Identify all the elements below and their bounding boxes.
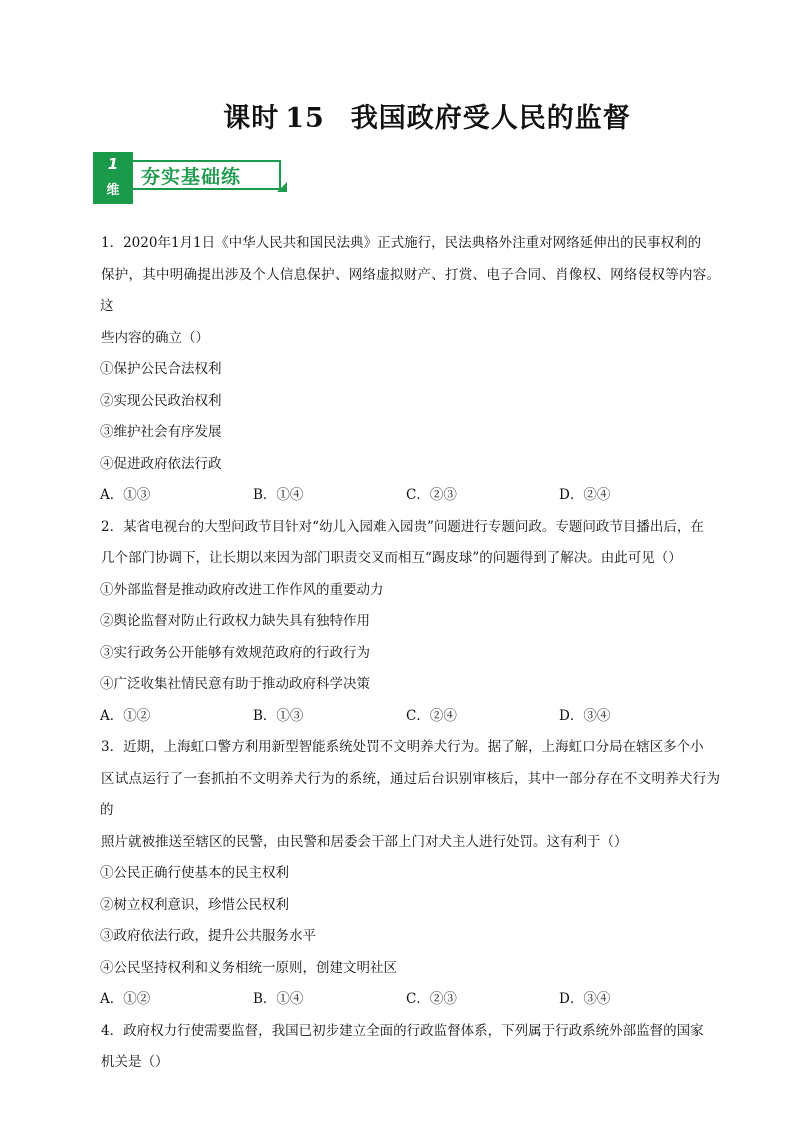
section-label: 夯实基础练	[141, 166, 242, 188]
question-1	[100, 228, 720, 512]
choice-c[interactable]: C．②④	[406, 707, 457, 724]
choice-b[interactable]: B．①③	[253, 707, 304, 724]
statement-item: ④广泛收集社情民意有助于推动政府科学决策	[100, 676, 370, 692]
question-stem-line: 4．政府权力行使需要监督，我国已初步建立全面的行政监督体系，下列属于行政系统外部监督的国家	[101, 1022, 704, 1039]
question-stem-line: 2．某省电视台的大型问政节目针对“幼儿入园难入园贵”问题进行专题问政。专题问政节目播出后，在	[101, 518, 704, 535]
statement-item: ④公民坚持权利和义务相统一原则，创建文明社区	[100, 959, 397, 976]
statement-item: ①公民正确行使基本的民主权利	[100, 865, 289, 881]
answer-choices	[100, 701, 720, 733]
choice-d[interactable]: D．②④	[559, 487, 611, 503]
question-4	[100, 1016, 720, 1079]
question-stem-line: 区试点运行了一套抓拍不文明养犬行为的系统，通过后台识别审核后，其中一部分存在不文明养犬行为的	[100, 770, 720, 818]
choice-a[interactable]: A．①③	[100, 487, 151, 503]
question-stem-line: 几个部门协调下，让长期以来因为部门职责交叉而相互“踢皮球”的问题得到了解决。由此可见（）	[101, 550, 682, 566]
section-level-tag	[93, 152, 133, 204]
statement-item: ④促进政府依法行政	[100, 455, 222, 472]
question-stem-line: 1．2020年1月1日《中华人民共和国民法典》正式施行，民法典格外注重对网络延伸出的民事权利的	[101, 235, 702, 251]
question-3	[100, 732, 720, 1016]
choice-b[interactable]: B．①④	[253, 487, 304, 503]
section-label-box	[133, 160, 281, 190]
answer-choices	[100, 480, 720, 512]
statement-item: ①外部监督是推动政府改进工作作风的重要动力	[100, 581, 384, 598]
answer-choices	[100, 984, 720, 1016]
question-stem-line: 些内容的确立（）	[101, 329, 209, 346]
question-stem-line: 3．近期，上海虹口警方利用新型智能系统处罚不文明养犬行为。据了解，上海虹口分局在辖区多个小	[101, 739, 704, 755]
choice-a[interactable]: A．①②	[100, 991, 151, 1007]
question-stem-line: 保护，其中明确提出涉及个人信息保护、网络虚拟财产、打赏、电子合同、肖像权、网络侵权等内容。这	[100, 266, 720, 314]
statement-item: ②实现公民政治权利	[100, 392, 222, 409]
page-title	[0, 96, 794, 135]
choice-d[interactable]: D．③④	[559, 991, 611, 1007]
statement-item: ②舆论监督对防止行政权力缺失具有独特作用	[100, 613, 370, 629]
statement-item: ③维护社会有序发展	[100, 424, 222, 440]
section-badge	[93, 152, 293, 204]
title-prefix: 课时	[223, 103, 280, 134]
question-list	[100, 228, 720, 1079]
title-text: 我国政府受人民的监督	[350, 103, 631, 134]
choice-c[interactable]: C．②③	[406, 991, 457, 1007]
question-2	[100, 512, 720, 733]
question-stem-line: 照片就被推送至辖区的民警，由民警和居委会干部上门对犬主人进行处罚。这有利于（）	[101, 833, 628, 850]
choice-d[interactable]: D．③④	[559, 707, 611, 724]
statement-item: ①保护公民合法权利	[100, 361, 222, 377]
title-number: 15	[285, 103, 325, 134]
statement-item: ③实行政务公开能够有效规范政府的行政行为	[100, 644, 370, 661]
choice-c[interactable]: C．②③	[406, 487, 457, 503]
choice-a[interactable]: A．①②	[100, 707, 151, 724]
statement-item: ③政府依法行政，提升公共服务水平	[100, 928, 316, 944]
corner-arrow-icon	[277, 182, 287, 192]
statement-item: ②树立权利意识，珍惜公民权利	[100, 896, 289, 913]
section-level-number: 1	[107, 155, 119, 173]
section-level-word: 维	[106, 183, 120, 198]
choice-b[interactable]: B．①④	[253, 991, 304, 1007]
question-stem-line: 机关是（）	[101, 1054, 169, 1070]
